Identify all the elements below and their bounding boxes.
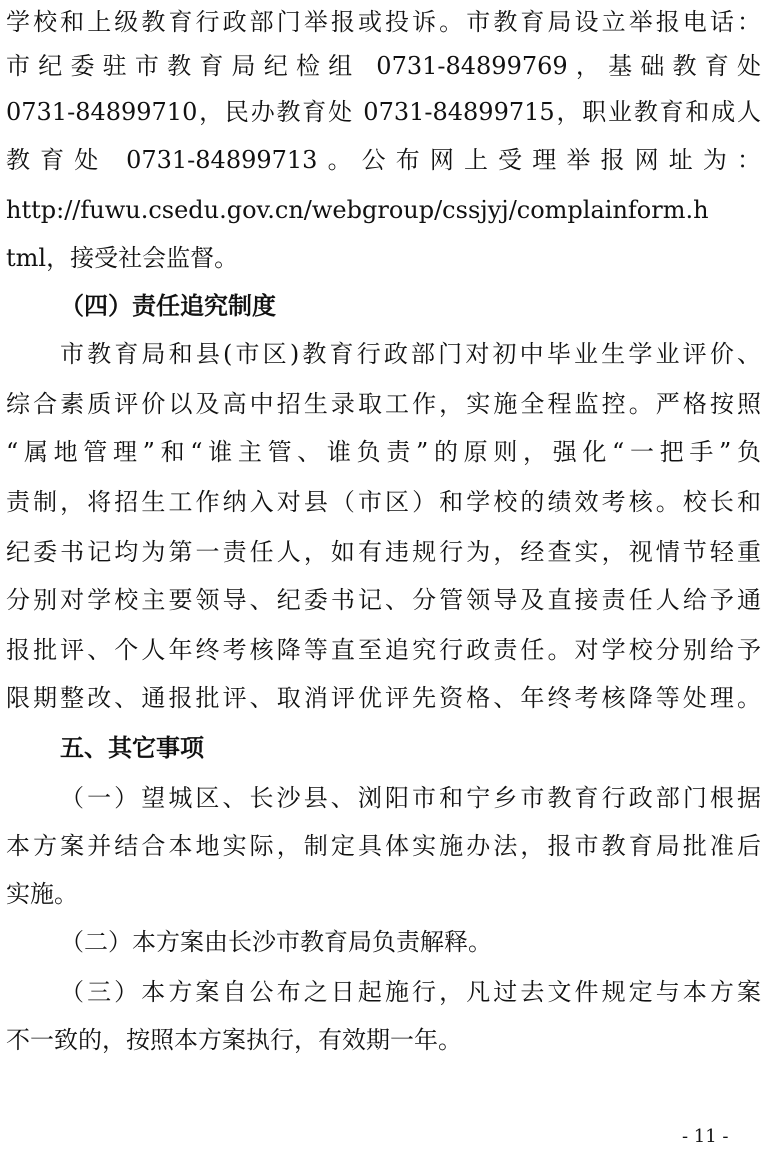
paragraph-first-line: 市教育局和县(市区)教育行政部门对初中毕业生学业评价、 [60, 340, 761, 368]
text-line: 责制，将招生工作纳入对县（市区）和学校的绩效考核。校长和 [6, 488, 761, 516]
text-line: 实施。 [6, 880, 78, 908]
url-line: http://fuwu.csedu.gov.cn/webgroup/cssjyj/complainform.h [6, 196, 709, 224]
text-line: 学校和上级教育行政部门举报或投诉。市教育局设立举报电话： [6, 8, 761, 36]
section-heading-5: 五、其它事项 [60, 734, 204, 762]
paragraph-first-line: （三）本方案自公布之日起施行，凡过去文件规定与本方案 [60, 978, 761, 1006]
text-line: 分别对学校主要领导、纪委书记、分管领导及直接责任人给予通 [6, 586, 761, 614]
text-line: “属地管理”和“谁主管、谁负责”的原则，强化“一把手”负 [6, 438, 761, 466]
text-line: 限期整改、通报批评、取消评优评先资格、年终考核降等处理。 [6, 684, 761, 712]
text-line: 教育处 0731-84899713。公布网上受理举报网址为： [6, 146, 761, 174]
text-line: 本方案并结合本地实际，制定具体实施办法，报市教育局批准后 [6, 832, 761, 860]
text-line: 报批评、个人年终考核降等直至追究行政责任。对学校分别给予 [6, 636, 761, 664]
paragraph-first-line: （二）本方案由长沙市教育局负责解释。 [60, 928, 492, 956]
text-line: 市纪委驻市教育局纪检组 0731-84899769，基础教育处 [6, 52, 761, 80]
section-heading-4: （四）责任追究制度 [60, 292, 276, 320]
text-line: 0731-84899710，民办教育处 0731-84899715，职业教育和成人 [6, 98, 761, 126]
text-line: 不一致的，按照本方案执行，有效期一年。 [6, 1026, 462, 1054]
page-number: - 11 - [682, 1126, 729, 1147]
text-line: 纪委书记均为第一责任人，如有违规行为，经查实，视情节轻重 [6, 538, 761, 566]
paragraph-first-line: （一）望城区、长沙县、浏阳市和宁乡市教育行政部门根据 [60, 784, 761, 812]
text-line: tml，接受社会监督。 [6, 244, 239, 272]
text-line: 综合素质评价以及高中招生录取工作，实施全程监控。严格按照 [6, 390, 761, 418]
